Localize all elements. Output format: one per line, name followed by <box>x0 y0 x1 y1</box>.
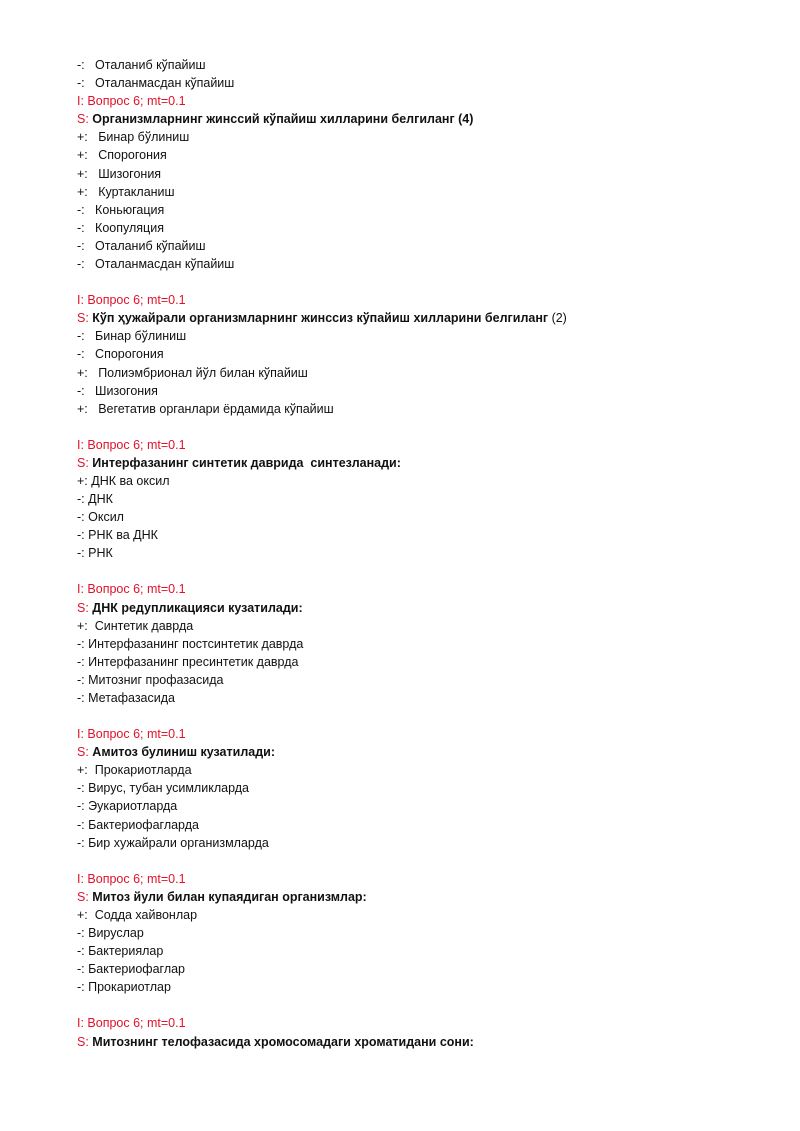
answer-option: +: ДНК ва оксил <box>77 473 170 488</box>
answer-option: +: Куртакланиш <box>77 184 175 199</box>
answer-option: -: Оталанмасдан кўпайиш <box>77 76 235 91</box>
block-spacer <box>77 562 767 580</box>
answer-option: -: Интерфазанинг постсинтетик даврда <box>77 636 304 651</box>
block-spacer <box>77 273 767 291</box>
answer-option: -: Бактериялар <box>77 944 164 959</box>
question-line <box>77 110 767 128</box>
answer-option: -: Интерфазанинг пресинтетик даврда <box>77 654 299 669</box>
question-line <box>77 888 767 906</box>
question-text: Интерфазанинг синтетик даврида синтезланади: <box>92 455 401 470</box>
answer-option: -: Коопуляция <box>77 220 164 235</box>
question-line <box>77 454 767 472</box>
answer-option: +: Шизогония <box>77 166 162 181</box>
answer-option: +: Спорогония <box>77 148 167 163</box>
question-prefix: S: <box>77 311 93 326</box>
answer-option: -: Метафазасида <box>77 691 175 705</box>
answer-option: -: Шизогония <box>77 383 158 398</box>
answer-option: -: Оксил <box>77 510 124 525</box>
answer-option: -: Вирус, тубан усимликларда <box>77 781 249 796</box>
answer-option: +: Бинар бўлиниш <box>77 130 190 145</box>
answer-option: -: ДНК <box>77 492 113 507</box>
block-spacer <box>77 418 767 436</box>
answer-option: -: РНК ва ДНК <box>77 528 158 543</box>
question-block <box>77 291 767 436</box>
question-prefix: S: <box>77 455 93 470</box>
question-text: ДНК редупликацияси кузатилади: <box>92 600 303 615</box>
answer-option: -: Бактериофагларда <box>77 817 199 832</box>
question-block <box>77 92 767 291</box>
question-prefix: S: <box>77 889 93 904</box>
answer-option: +: Полиэмбрионал йўл билан кўпайиш <box>77 365 308 380</box>
question-header: I: Вопрос 6; mt=0.1 <box>77 437 186 452</box>
answer-option: -: Бир хужайрали организмларда <box>77 835 269 850</box>
question-block <box>77 56 767 92</box>
answer-option: +: Прокариотларда <box>77 763 192 778</box>
question-block <box>77 870 767 1015</box>
answer-option: -: Оталаниб кўпайиш <box>77 58 206 72</box>
question-block <box>77 725 767 870</box>
answer-option: +: Синтетик даврда <box>77 618 194 633</box>
answer-option: -: Прокариотлар <box>77 980 171 995</box>
question-text: Амитоз булиниш кузатилади: <box>92 745 275 760</box>
question-text: Митоз йули билан купаядиган организмлар: <box>92 889 367 904</box>
document-page <box>77 56 767 1051</box>
answer-option: -: Бактериофаглар <box>77 962 186 977</box>
question-header: I: Вопрос 6; mt=0.1 <box>77 871 186 886</box>
answer-option: -: Вируслар <box>77 926 144 941</box>
question-block <box>77 580 767 725</box>
question-text: Кўп ҳужайрали организмларнинг жинссиз кўпайиш хилларини белгиланг <box>92 311 549 326</box>
answer-option: -: Оталанмасдан кўпайиш <box>77 257 235 272</box>
answer-option: -: РНК <box>77 546 113 561</box>
question-prefix: S: <box>77 112 93 127</box>
question-suffix: (2) <box>548 311 567 326</box>
question-header: I: Вопрос 6; mt=0.1 <box>77 94 186 109</box>
answer-option: -: Бинар бўлиниш <box>77 329 187 344</box>
question-header: I: Вопрос 6; mt=0.1 <box>77 582 186 597</box>
question-line <box>77 309 767 327</box>
question-block <box>77 436 767 581</box>
question-text: Митознинг телофазасида хромосомадаги хроматидани сони: <box>92 1034 474 1049</box>
question-header: I: Вопрос 6; mt=0.1 <box>77 1016 186 1031</box>
answer-option: +: Содда хайвонлар <box>77 907 198 922</box>
block-spacer <box>77 996 767 1014</box>
question-header: I: Вопрос 6; mt=0.1 <box>77 727 186 742</box>
question-line <box>77 599 767 617</box>
question-prefix: S: <box>77 1034 93 1049</box>
question-prefix: S: <box>77 745 93 760</box>
block-spacer <box>77 852 767 870</box>
answer-option: +: Вегетатив органлари ёрдамида кўпайиш <box>77 401 334 416</box>
question-line <box>77 743 767 761</box>
question-header: I: Вопрос 6; mt=0.1 <box>77 293 186 308</box>
question-block <box>77 1014 767 1050</box>
question-prefix: S: <box>77 600 93 615</box>
answer-option: -: Митозниг профазасида <box>77 672 224 687</box>
answer-option: -: Эукариотларда <box>77 799 178 814</box>
block-spacer <box>77 707 767 725</box>
answer-option: -: Спорогония <box>77 347 164 362</box>
answer-option: -: Оталаниб кўпайиш <box>77 238 206 253</box>
question-line <box>77 1033 767 1051</box>
answer-option: -: Коньюгация <box>77 202 165 217</box>
question-text: Организмларнинг жинссий кўпайиш хилларини белгиланг (4) <box>92 112 474 127</box>
